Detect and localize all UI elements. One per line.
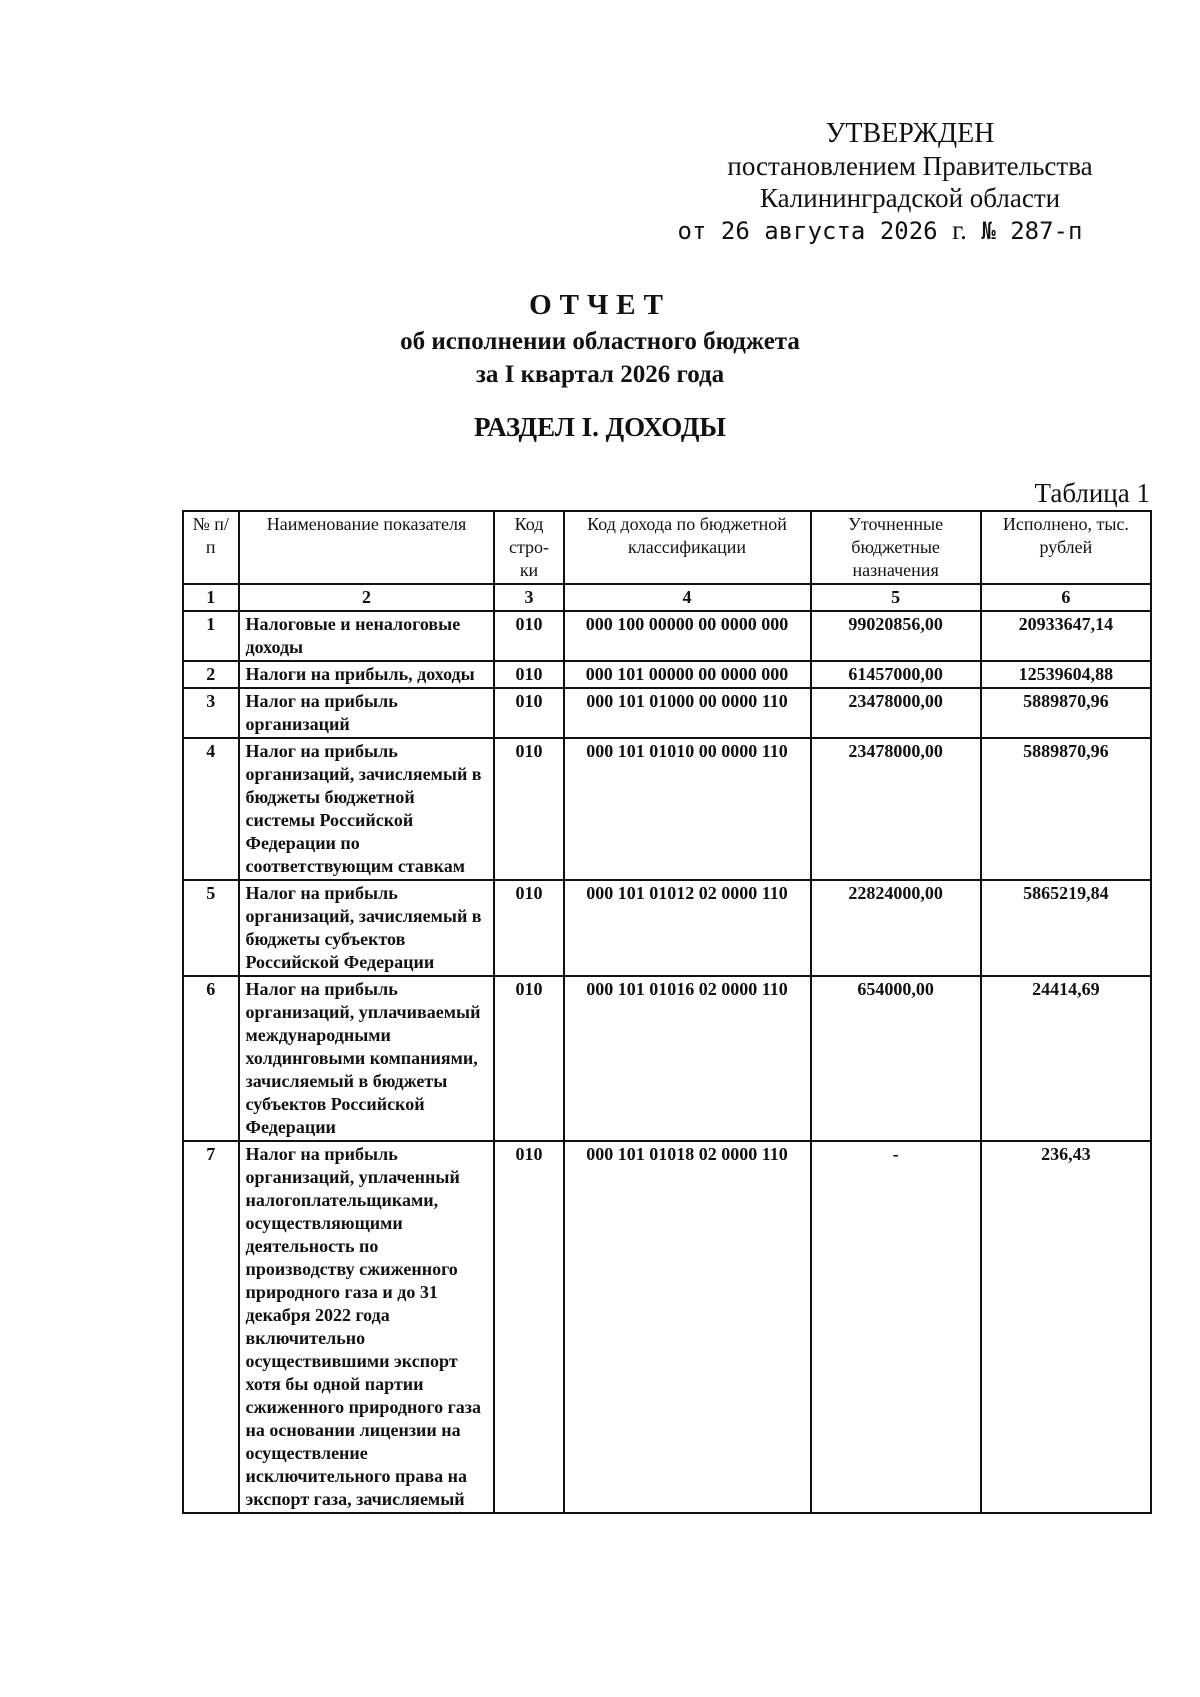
row-exec: 20933647,14 bbox=[981, 611, 1151, 661]
row-plan: 99020856,00 bbox=[811, 611, 981, 661]
table-row bbox=[183, 688, 1151, 738]
row-exec: 5889870,96 bbox=[981, 688, 1151, 738]
report-heading: ОТЧЕТ bbox=[529, 289, 671, 321]
row-plan: 654000,00 bbox=[811, 976, 981, 1141]
column-number-row bbox=[183, 584, 1151, 611]
row-name: Налог на прибыль организаций, уплаченный налогоплательщиками, осуществляющими деятельность по производству сжиженного природного газа и до 31 декабря 2022 года включительно осуществившими экспорт хотя бы одной партии сжиженного природного газа на основании лицензии на осуществление исключительного права на экспорт газа, зачисляемый bbox=[239, 1141, 495, 1513]
column-number: 1 bbox=[183, 584, 239, 611]
row-kbk: 000 101 01010 00 0000 110 bbox=[564, 738, 811, 880]
table-header-row bbox=[183, 511, 1151, 584]
document-title bbox=[0, 285, 1200, 391]
header-plan: Уточненные бюджетные назначения bbox=[811, 511, 981, 584]
table-row bbox=[183, 880, 1151, 976]
header-exec: Исполнено, тыс. рублей bbox=[981, 511, 1151, 584]
row-kbk: 000 101 01018 02 0000 110 bbox=[564, 1141, 811, 1513]
table-label: Таблица 1 bbox=[1034, 478, 1150, 508]
row-kbk: 000 101 01000 00 0000 110 bbox=[564, 688, 811, 738]
row-num: 2 bbox=[183, 661, 239, 688]
approval-date: от 26 августа 2026 bbox=[677, 217, 938, 245]
table-row bbox=[183, 1141, 1151, 1513]
column-number: 6 bbox=[981, 584, 1151, 611]
row-exec: 12539604,88 bbox=[981, 661, 1151, 688]
report-subtitle-2: за I квартал 2026 года bbox=[475, 361, 725, 388]
row-plan: 23478000,00 bbox=[811, 688, 981, 738]
approval-number: № 287-п bbox=[981, 217, 1083, 245]
approval-line-2: Калининградской области bbox=[759, 183, 1061, 213]
row-code: 010 bbox=[494, 738, 563, 880]
row-exec: 5865219,84 bbox=[981, 880, 1151, 976]
approved-heading: УТВЕРЖДЕН bbox=[825, 118, 995, 149]
row-name: Налоги на прибыль, доходы bbox=[239, 661, 495, 688]
row-plan: 22824000,00 bbox=[811, 880, 981, 976]
row-exec: 5889870,96 bbox=[981, 738, 1151, 880]
row-plan: 61457000,00 bbox=[811, 661, 981, 688]
approval-year-suffix: г. bbox=[952, 215, 967, 245]
row-name: Налог на прибыль организаций, зачисляемый в бюджеты субъектов Российской Федерации bbox=[239, 880, 495, 976]
approval-line-1: постановлением Правительства bbox=[727, 151, 1093, 181]
header-code: Код стро-ки bbox=[494, 511, 563, 584]
row-code: 010 bbox=[494, 688, 563, 738]
column-number: 4 bbox=[564, 584, 811, 611]
row-kbk: 000 101 00000 00 0000 000 bbox=[564, 661, 811, 688]
row-num: 6 bbox=[183, 976, 239, 1141]
row-code: 010 bbox=[494, 611, 563, 661]
approval-stamp bbox=[660, 118, 1160, 247]
row-num: 3 bbox=[183, 688, 239, 738]
column-number: 2 bbox=[239, 584, 495, 611]
column-number: 5 bbox=[811, 584, 981, 611]
row-code: 010 bbox=[494, 976, 563, 1141]
row-code: 010 bbox=[494, 661, 563, 688]
table-row bbox=[183, 738, 1151, 880]
row-kbk: 000 100 00000 00 0000 000 bbox=[564, 611, 811, 661]
table-row bbox=[183, 661, 1151, 688]
row-kbk: 000 101 01016 02 0000 110 bbox=[564, 976, 811, 1141]
column-number: 3 bbox=[494, 584, 563, 611]
row-num: 1 bbox=[183, 611, 239, 661]
row-name: Налог на прибыль организаций, уплачиваемый международными холдинговыми компаниями, зачисляемый в бюджеты субъектов Российской Федерации bbox=[239, 976, 495, 1141]
header-num: № п/п bbox=[183, 511, 239, 584]
row-name: Налог на прибыль организаций bbox=[239, 688, 495, 738]
row-plan: - bbox=[811, 1141, 981, 1513]
row-exec: 24414,69 bbox=[981, 976, 1151, 1141]
row-code: 010 bbox=[494, 880, 563, 976]
row-name: Налог на прибыль организаций, зачисляемый в бюджеты бюджетной системы Российской Федерации по соответствующим ставкам bbox=[239, 738, 495, 880]
row-plan: 23478000,00 bbox=[811, 738, 981, 880]
report-subtitle-1: об исполнении областного бюджета bbox=[400, 328, 800, 355]
approval-date-line bbox=[600, 214, 1160, 247]
row-name: Налоговые и неналоговые доходы bbox=[239, 611, 495, 661]
row-num: 4 bbox=[183, 738, 239, 880]
row-exec: 236,43 bbox=[981, 1141, 1151, 1513]
header-kbk: Код дохода по бюджетной классификации bbox=[564, 511, 811, 584]
row-code: 010 bbox=[494, 1141, 563, 1513]
income-table bbox=[182, 510, 1152, 1514]
section-title: РАЗДЕЛ I. ДОХОДЫ bbox=[474, 412, 726, 442]
table-row bbox=[183, 976, 1151, 1141]
header-name: Наименование показателя bbox=[239, 511, 495, 584]
row-num: 7 bbox=[183, 1141, 239, 1513]
row-num: 5 bbox=[183, 880, 239, 976]
row-kbk: 000 101 01012 02 0000 110 bbox=[564, 880, 811, 976]
table-row bbox=[183, 611, 1151, 661]
